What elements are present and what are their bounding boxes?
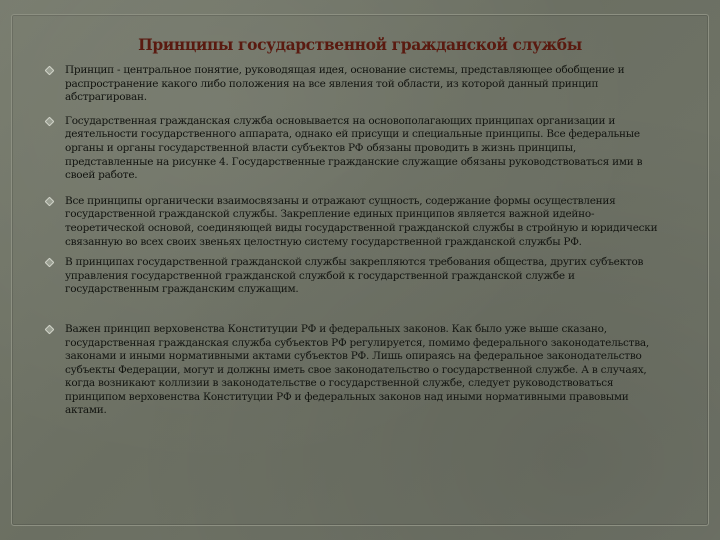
diamond-bullet-icon [45,258,55,268]
list-item-text: Важен принцип верховенства Конституции РФ и федеральных законов. Как было уже выше сказано, государственная гражданская служба субъектов РФ регулируется, помимо федерального законодательства, законами и иными нормативными актами субъектов РФ. Лишь опираясь на федеральное законодательство субъекты Федерации, могут и должны иметь свое законодательство о государственной службе. А в случаях, когда возникают коллизии в законодательстве о государственной службе, следует руководствоваться принципом верховенства Конституции РФ и федеральных законов над иными нормативными правовыми актами. [65,322,649,417]
list-item-text: Принцип - центральное понятие, руководящая идея, основание системы, представляющее обобщение и распространение какого либо положения на все явления той области, из которой данный принцип абстрагирован. [65,64,625,104]
diamond-bullet-icon [45,196,55,206]
list-item-text: Государственная гражданская служба основывается на основополагающих принципах организации и деятельности государственного аппарата, однако ей присущи и специальные принципы. Все федеральные органы и органы государственной власти субъектов РФ обязаны проводить в жизнь принципы, представленные на рисунке 4. Государственные гражданские служащие обязаны руководствоваться ими в своей работе. [65,114,643,182]
diamond-bullet-icon [45,66,55,76]
bullet-list [46,64,658,418]
list-item-text: В принципах государственной гражданской службы закрепляются требования общества, других субъектов управления государственной гражданской службой к государственной гражданской службе и государственным гражданским служащим. [65,256,644,296]
list-item [46,195,658,249]
list-item-text: Все принципы органически взаимосвязаны и отражают сущность, содержание формы осуществления государственной гражданской службы. Закрепление единых принципов является важной идейно-теоретической основой, соединяющей виды государственной гражданской службы в стройную и юридически связанную во всех своих звеньях целостную систему государственной гражданской службы РФ. [65,194,658,248]
list-item [46,323,658,418]
diamond-bullet-icon [45,324,55,334]
diamond-bullet-icon [45,116,55,126]
slide-title: Принципы государственной гражданской службы [138,35,582,54]
list-item [46,115,658,183]
list-item [46,256,658,297]
list-item [46,64,658,105]
